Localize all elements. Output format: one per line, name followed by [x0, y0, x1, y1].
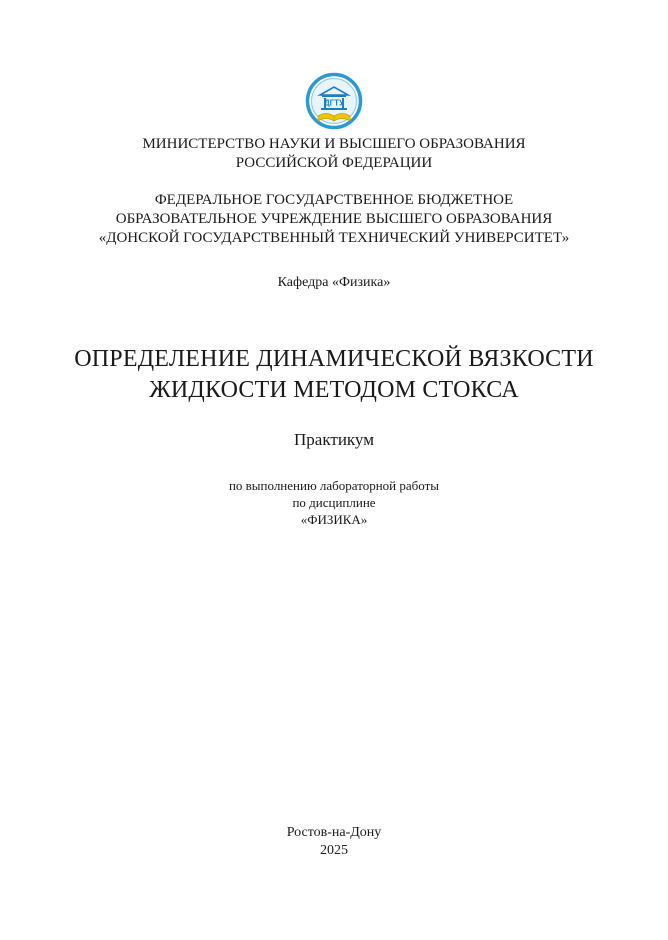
department: Кафедра «Физика»	[277, 275, 391, 290]
document-title-line-1: ОПРЕДЕЛЕНИЕ ДИНАМИЧЕСКОЙ ВЯЗКОСТИ	[74, 346, 594, 372]
university-emblem-icon	[305, 72, 363, 136]
emblem-text: ДГТУ	[323, 98, 345, 108]
ministry-line-1: МИНИСТЕРСТВО НАУКИ И ВЫСШЕГО ОБРАЗОВАНИЯ	[142, 136, 526, 152]
university-logo	[305, 72, 363, 136]
institution-line-1: ФЕДЕРАЛЬНОЕ ГОСУДАРСТВЕННОЕ БЮДЖЕТНОЕ	[154, 192, 514, 208]
city: Ростов-на-Дону	[286, 825, 382, 840]
institution-line-3: «ДОНСКОЙ ГОСУДАРСТВЕННЫЙ ТЕХНИЧЕСКИЙ УНИВЕРСИТЕТ»	[98, 230, 570, 246]
purpose-line-2: по дисциплине	[292, 495, 376, 510]
document-type: Практикум	[294, 430, 374, 449]
discipline: «ФИЗИКА»	[300, 512, 368, 527]
ministry-line-2: РОССИЙСКОЙ ФЕДЕРАЦИИ	[235, 155, 433, 171]
year: 2025	[320, 843, 348, 858]
institution-line-2: ОБРАЗОВАТЕЛЬНОЕ УЧРЕЖДЕНИЕ ВЫСШЕГО ОБРАЗОВАНИЯ	[115, 211, 553, 227]
purpose-line-1: по выполнению лабораторной работы	[228, 478, 440, 493]
document-title-line-2: ЖИДКОСТИ МЕТОДОМ СТОКСА	[149, 377, 519, 403]
